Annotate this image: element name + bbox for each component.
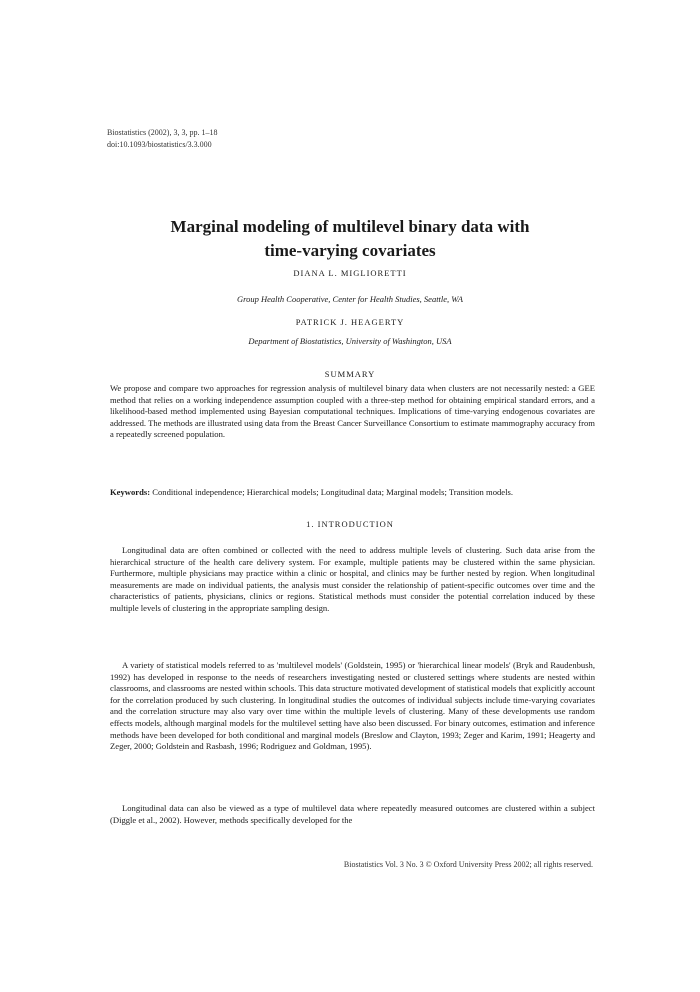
title-line-2: time-varying covariates bbox=[264, 241, 436, 260]
title-line-1: Marginal modeling of multilevel binary data with bbox=[170, 217, 530, 236]
summary-text: We propose and compare two approaches for regression analysis of multilevel binary data when clusters are not necessarily nested: a GEE method that relies on a working independence assumption coupled with a three-step method for obtaining empirical standard errors, and a likelihood-based method implemented using Bayesian computational techniques. Implications of time-varying endogenous covariates are addressed. The methods are illustrated using data from the Breast Cancer Surveillance Consortium to estimate mammography accuracy from a repeatedly screened population. bbox=[110, 383, 595, 440]
intro-paragraph-2: A variety of statistical models referred to as 'multilevel models' (Goldstein, 1995) or 'hierarchical linear models' (Bryk and Raudenbush, 1992) has developed in response to the needs of researchers investigating nested or clustered settings where students are nested within classrooms, and classrooms are nested within schools. This data structure motivated development of statistical models that explicitly account for the correlation produced by such clustering. In longitudinal studies the outcomes of individual subjects include time-varying covariates and the correlation structure may also vary over time within the multiple levels of clustering. Many of these developments use random effects models, although marginal models for the multilevel setting have also been discussed. For binary outcomes, estimation and inference methods have been developed for both conditional and marginal models (Breslow and Clayton, 1993; Zeger and Karim, 1991; Heagerty and Zeger, 2000; Goldstein and Rasbash, 1996; Rodriguez and Goldman, 1995). bbox=[110, 660, 595, 752]
summary-heading: SUMMARY bbox=[324, 369, 376, 379]
page-footer: Biostatistics Vol. 3 No. 3 © Oxford University Press 2002; all rights reserved. bbox=[343, 860, 593, 869]
keywords-text: Conditional independence; Hierarchical models; Longitudinal data; Marginal models; Transition models. bbox=[152, 487, 513, 497]
author-name-1: DIANA L. MIGLIORETTI bbox=[293, 268, 407, 278]
author-affiliation-1: Group Health Cooperative, Center for Health Studies, Seattle, WA bbox=[237, 294, 463, 304]
intro-paragraph-3: Longitudinal data can also be viewed as a type of multilevel data where repeatedly measured outcomes are clustered within a subject (Diggle et al., 2002). However, methods specifically developed for the bbox=[110, 803, 595, 825]
author-name-2: PATRICK J. HEAGERTY bbox=[295, 317, 405, 327]
author-affiliation-2: Department of Biostatistics, University of Washington, USA bbox=[248, 336, 452, 346]
intro-paragraph-1: Longitudinal data are often combined or collected with the need to address multiple levels of clustering. Such data arise from the hierarchical structure of the health care delivery system. For example, multiple patients may be clustered within the same physician. Furthermore, multiple physicians may practice within a clinic or hospital, and clinics may be further nested by region. When longitudinal measurements are made on individual patients, the analysis must consider the relationship of patient-specific outcomes over time and the characteristics of patients, physicians, clinics or regions. Statistical methods must consider the potential correlation induced by these multiple levels of clustering in the appropriate sampling design. bbox=[110, 545, 595, 613]
journal-header bbox=[107, 127, 217, 151]
keywords bbox=[110, 487, 595, 497]
journal-line: Biostatistics (2002), 3, 3, pp. 1–18 bbox=[107, 128, 218, 137]
keywords-label: Keywords: bbox=[110, 487, 151, 497]
paper-title bbox=[100, 215, 600, 263]
section-heading: 1. INTRODUCTION bbox=[306, 519, 394, 529]
doi-line: doi:10.1093/biostatistics/3.3.000 bbox=[107, 140, 212, 149]
